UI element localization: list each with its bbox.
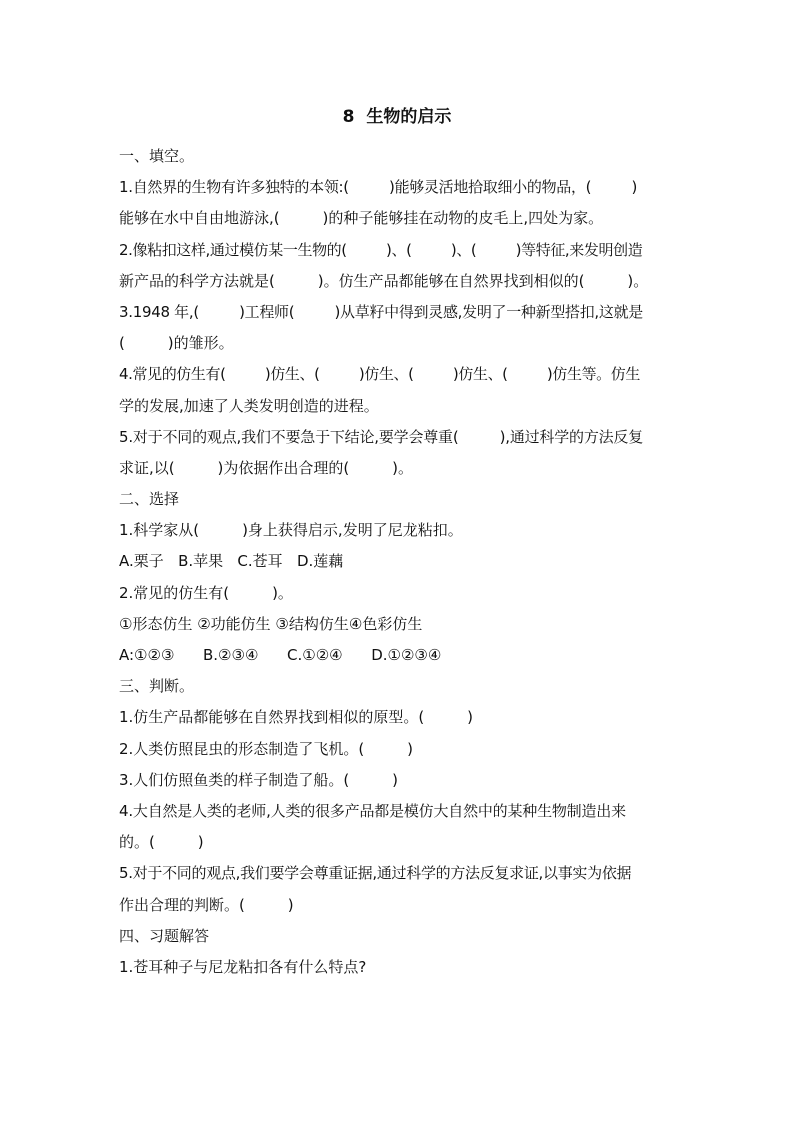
question-line: 4.常见的仿生有( )仿生、( )仿生、( )仿生、( )仿生等。仿生 [119,365,640,384]
question-line: ①形态仿生 ②功能仿生 ③结构仿生④色彩仿生 [119,614,423,633]
question-line: 3.人们仿照鱼类的样子制造了船。( ) [119,770,398,789]
question-line: 4.大自然是人类的老师,人类的很多产品都是模仿大自然中的某种生物制造出来 [119,801,626,820]
question-line: 2.常见的仿生有( )。 [119,583,293,602]
question-line: 2.像粘扣这样,通过模仿某一生物的( )、( )、( )等特征,来发明创造 [119,240,643,259]
question-line: 1.仿生产品都能够在自然界找到相似的原型。( ) [119,708,473,727]
question-line: 1.自然界的生物有许多独特的本领:( )能够灵活地拾取细小的物品，( ) [119,178,638,197]
question-line: ( )的雏形。 [119,334,234,353]
section-heading-judge: 三、判断。 [119,677,195,696]
section-heading-answer: 四、习题解答 [119,926,210,945]
section-heading-fill-in: 一、填空。 [119,147,195,165]
question-line: 学的发展,加速了人类发明创造的进程。 [119,396,379,415]
answer-options: A:①②③ B.②③④ C.①②④ D.①②③④ [119,646,442,664]
question-line: 5.对于不同的观点,我们要学会尊重证据,通过科学的方法反复求证,以事实为依据 [119,864,632,883]
question-line: 3.1948 年,( )工程师( )从草籽中得到灵感,发明了一种新型搭扣,这就是 [119,302,643,321]
question-line: 能够在水中自由地游泳,( )的种子能够挂在动物的皮毛上,四处为家。 [119,209,604,228]
page-title: 8 生物的启示 [342,107,452,127]
question-line: 作出合理的判断。( ) [119,895,294,914]
question-line: 的。( ) [119,833,204,852]
question-line: 2.人类仿照昆虫的形态制造了飞机。( ) [119,739,413,758]
question-line: 1.科学家从( )身上获得启示,发明了尼龙粘扣。 [119,521,463,540]
question-line: 1.苍耳种子与尼龙粘扣各有什么特点? [119,957,367,976]
section-heading-choice: 二、选择 [119,490,180,509]
answer-options: A.栗子 B.苹果 C.苍耳 D.莲藕 [119,552,344,571]
worksheet-content [119,141,677,983]
question-line: 5.对于不同的观点,我们不要急于下结论,要学会尊重( ),通过科学的方法反复 [119,427,644,446]
question-line: 求证,以( )为依据作出合理的( )。 [119,458,414,477]
question-line: 新产品的科学方法就是( )。仿生产品都能够在自然界找到相似的( )。 [119,271,649,290]
